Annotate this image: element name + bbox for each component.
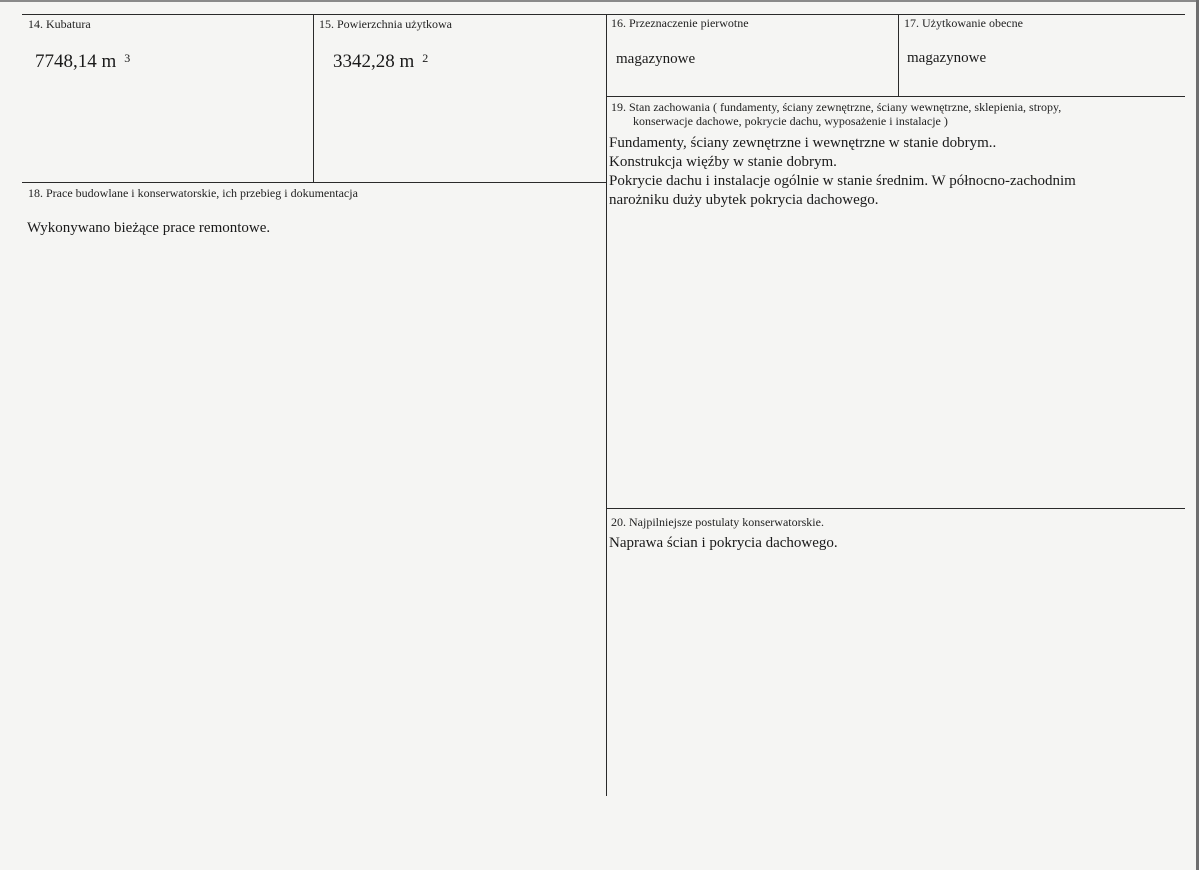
top-border (22, 14, 1185, 15)
divider-16-19 (606, 96, 1185, 97)
field-15-value (333, 52, 428, 71)
field-17-value: magazynowe (907, 50, 987, 66)
field-14-value (35, 52, 130, 71)
field-19-line: narożniku duży ubytek pokrycia dachowego. (609, 192, 879, 208)
divider-14-15 (313, 14, 314, 182)
field-20-value: Naprawa ścian i pokrycia dachowego. (609, 535, 838, 551)
field-19-text (609, 134, 1076, 210)
scan-top-edge (0, 0, 1199, 2)
field-14-exponent: 3 (124, 51, 131, 65)
divider-16-17 (898, 14, 899, 96)
field-19-label-line1: 19. Stan zachowania ( fundamenty, ściany zewnętrzne, ściany wewnętrzne, sklepienia, stropy, (611, 100, 1062, 114)
field-20-label: 20. Najpilniejsze postulaty konserwatorskie. (611, 515, 824, 529)
field-14-number: 7748,14 m (35, 51, 117, 72)
field-18-value: Wykonywano bieżące prace remontowe. (27, 220, 271, 236)
field-18-label: 18. Prace budowlane i konserwatorskie, ich przebieg i dokumentacja (28, 186, 358, 200)
field-19-line: Pokrycie dachu i instalacje ogólnie w stanie średnim. W północno-zachodnim (609, 173, 1076, 189)
main-vertical-divider (606, 14, 607, 796)
field-14-label: 14. Kubatura (28, 17, 91, 31)
divider-19-20 (606, 508, 1185, 509)
field-15-number: 3342,28 m (333, 51, 415, 72)
field-16-value: magazynowe (616, 51, 696, 67)
field-19-label-line2: konserwacje dachowe, pokrycie dachu, wyposażenie i instalacje ) (633, 114, 948, 128)
field-19-line: Fundamenty, ściany zewnętrzne i wewnętrzne w stanie dobrym.. (609, 135, 997, 151)
field-19-line: Konstrukcja więźby w stanie dobrym. (609, 154, 837, 170)
field-17-label: 17. Użytkowanie obecne (904, 16, 1023, 30)
field-15-label: 15. Powierzchnia użytkowa (319, 17, 452, 31)
field-15-exponent: 2 (422, 51, 429, 65)
divider-14-18 (22, 182, 607, 183)
field-16-label: 16. Przeznaczenie pierwotne (611, 16, 749, 30)
